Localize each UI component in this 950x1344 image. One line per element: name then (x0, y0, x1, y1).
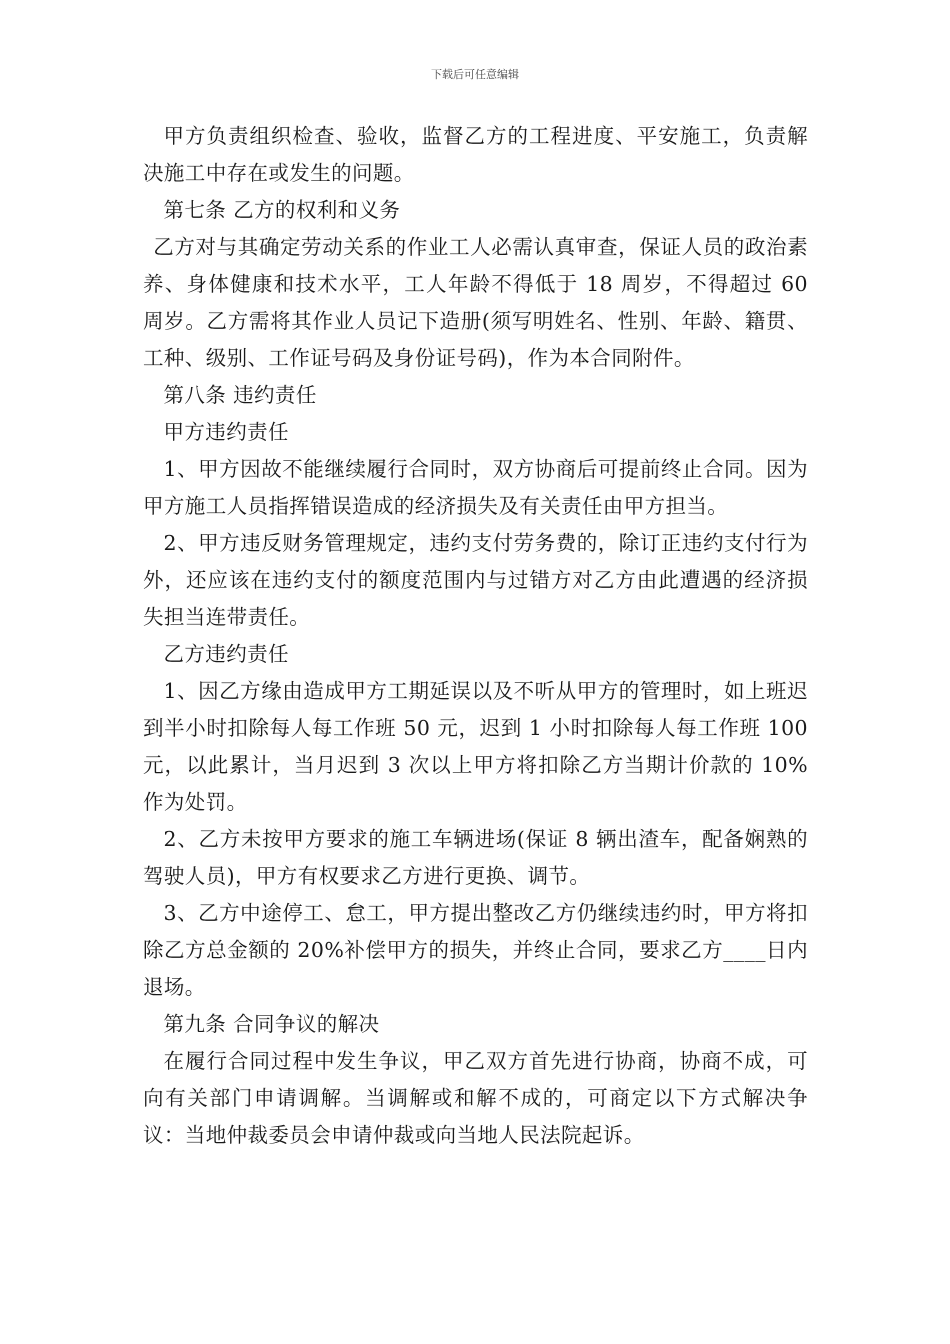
paragraph-dispute-resolution: 在履行合同过程中发生争议，甲乙双方首先进行协商，协商不成，可向有关部门申请调解。当调解或和解不成的，可商定以下方式解决争议：当地仲裁委员会申请仲裁或向当地人民法院起诉。 (143, 1049, 808, 1147)
paragraph-party-b-item-1: 1、因乙方缘由造成甲方工期延误以及不听从甲方的管理时，如上班迟到半小时扣除每人每工作班 50 元，迟到 1 小时扣除每人每工作班 100 元，以此累计，当月迟到 3 次以上甲方将扣除乙方当期计价款的 10%作为处罚。 (143, 679, 808, 814)
section-heading-article-9: 第九条 合同争议的解决 (163, 1012, 380, 1036)
subheading-party-a-breach: 甲方违约责任 (163, 420, 289, 444)
paragraph-party-b-item-2: 2、乙方未按甲方要求的施工车辆进场(保证 8 辆出渣车，配备娴熟的驾驶人员)，甲方有权要求乙方进行更换、调节。 (143, 827, 808, 888)
subheading-party-b-breach: 乙方违约责任 (163, 642, 289, 666)
document-body (143, 118, 808, 1154)
paragraph-worker-review: 乙方对与其确定劳动关系的作业工人必需认真审查，保证人员的政治素养、身体健康和技术水平，工人年龄不得低于 18 周岁，不得超过 60 周岁。乙方需将其作业人员记下造册(须写明姓名、性别、年龄、籍贯、工种、级别、工作证号码及身份证号码)，作为本合同附件。 (143, 235, 808, 370)
paragraph-party-a-item-1: 1、甲方因故不能继续履行合同时，双方协商后可提前终止合同。因为甲方施工人员指挥错误造成的经济损失及有关责任由甲方担当。 (143, 457, 808, 518)
paragraph-party-a-item-2: 2、甲方违反财务管理规定，违约支付劳务费的，除订正违约支付行为外，还应该在违约支付的额度范围内与过错方对乙方由此遭遇的经济损失担当连带责任。 (143, 531, 808, 629)
section-heading-article-7: 第七条 乙方的权利和义务 (163, 198, 401, 222)
paragraph-party-b-item-3: 3、乙方中途停工、怠工，甲方提出整改乙方仍继续违约时，甲方将扣除乙方总金额的 20%补偿甲方的损失，并终止合同，要求乙方____日内退场。 (143, 901, 808, 999)
section-heading-article-8: 第八条 违约责任 (163, 383, 317, 407)
paragraph-supervision: 甲方负责组织检查、验收，监督乙方的工程进度、平安施工，负责解决施工中存在或发生的问题。 (143, 124, 808, 185)
page-header: 下载后可任意编辑 (431, 68, 519, 81)
